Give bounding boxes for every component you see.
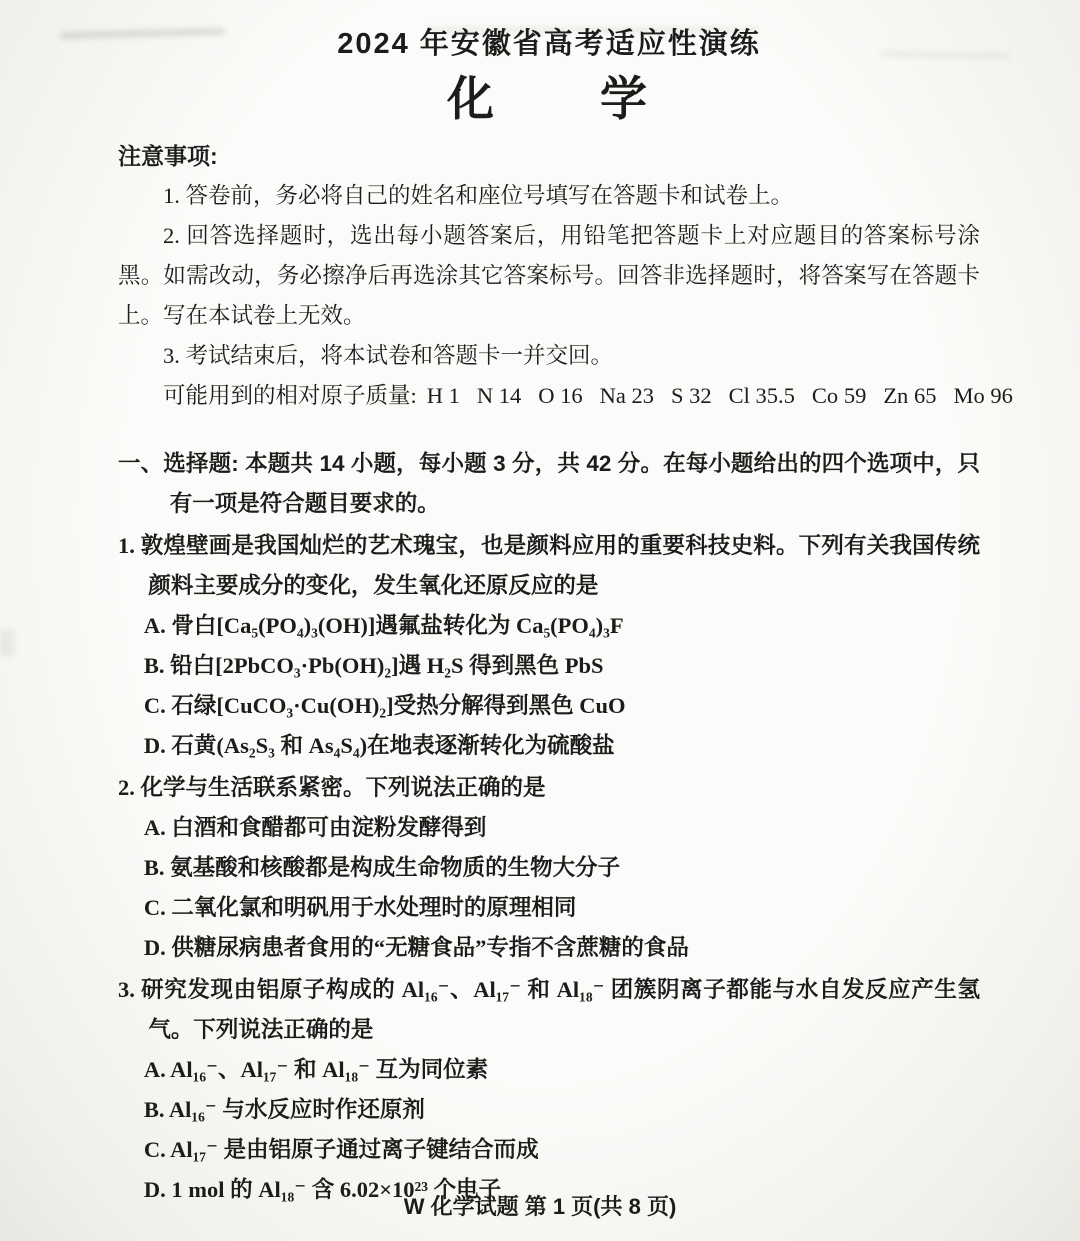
option-label: A. xyxy=(143,1057,166,1082)
question-stem-text: 研究发现由铝原子构成的 Al₁₆⁻、Al₁₇⁻ 和 Al₁₈⁻ 团簇阴离子都能与水自发反应产生氢气。下列说法正确的是 xyxy=(141,977,981,1042)
option-label: D. xyxy=(143,733,166,758)
element-symbol: Zn xyxy=(883,383,909,408)
element-mass: 59 xyxy=(843,383,867,408)
question-option-b xyxy=(144,646,980,686)
element-symbol: H xyxy=(426,383,444,408)
option-text: Al₁₇⁻ 是由铝原子通过离子键结合而成 xyxy=(170,1137,539,1162)
element-symbol: Na xyxy=(599,383,626,408)
question-stem-text: 化学与生活联系紧密。下列说法正确的是 xyxy=(140,775,546,800)
atomic-masses xyxy=(118,376,1013,416)
element-symbol: Mo xyxy=(953,383,985,408)
option-label: B. xyxy=(143,653,165,678)
question-stem-text: 敦煌壁画是我国灿烂的艺术瑰宝，也是颜料应用的重要科技史料。下列有关我国传统颜料主要成分的变化，发生氧化还原反应的是 xyxy=(140,533,981,598)
element-mass: 96 xyxy=(990,383,1013,408)
element-mass: 23 xyxy=(631,383,655,408)
atomic-mass-entry xyxy=(953,383,1012,408)
section-heading: 一、选择题: 本题共 14 小题，每小题 3 分，共 42 分。在每小题给出的四个选项中，只有一项是符合题目要求的。 xyxy=(118,451,980,516)
question-option-a xyxy=(144,606,980,646)
question-option-c xyxy=(144,1130,980,1170)
option-label: B. xyxy=(143,855,165,880)
option-text: 二氧化氯和明矾用于水处理时的原理相同 xyxy=(171,895,577,920)
question-3 xyxy=(118,970,980,1210)
option-text: 石绿[CuCO₃·Cu(OH)₂]受热分解得到黑色 CuO xyxy=(171,693,626,718)
page-footer: W 化学试题 第 1 页(共 8 页) xyxy=(403,1194,677,1219)
question-option-b xyxy=(144,848,980,888)
question-2 xyxy=(118,768,980,968)
notice-item-1: 1. 答卷前，务必将自己的姓名和座位号填写在答题卡和试卷上。 xyxy=(163,183,794,208)
atomic-mass-entry xyxy=(883,383,936,408)
exam-title: 2024 年安徽省高考适应性演练 xyxy=(337,28,761,60)
element-mass: 35.5 xyxy=(755,383,795,408)
question-option-a xyxy=(144,1050,980,1090)
option-text: 供糖尿病患者食用的“无糖食品”专指不含蔗糖的食品 xyxy=(171,935,689,960)
question-number: 2. xyxy=(118,775,135,800)
element-symbol: S xyxy=(671,383,684,408)
element-mass: 16 xyxy=(560,383,583,408)
question-stem xyxy=(118,768,980,808)
element-symbol: Cl xyxy=(728,383,750,408)
question-option-c xyxy=(144,888,980,928)
notices-label: 注意事项: xyxy=(118,143,218,169)
option-label: D. xyxy=(143,935,166,960)
option-text: Al₁₆⁻、Al₁₇⁻ 和 Al₁₈⁻ 互为同位素 xyxy=(170,1057,489,1082)
element-mass: 65 xyxy=(913,383,937,408)
subject-title: 化 学 xyxy=(447,72,651,125)
atomic-mass-entry xyxy=(427,383,460,408)
option-text: 石黄(As₂S₃ 和 As₄S₄)在地表逐渐转化为硫酸盐 xyxy=(171,733,615,758)
scan-artifact xyxy=(0,630,14,656)
question-option-d xyxy=(144,726,980,766)
option-text: 骨白[Ca₅(PO₄)₃(OH)]遇氟盐转化为 Ca₅(PO₄)₃F xyxy=(171,613,624,638)
option-label: B. xyxy=(143,1097,165,1122)
notice-item-2: 2. 回答选择题时，选出每小题答案后，用铅笔把答题卡上对应题目的答案标号涂黑。如需改动，务必擦净后再选涂其它答案标号。回答非选择题时，将答案写在答题卡上。写在本试卷上无效。 xyxy=(118,223,980,328)
question-stem xyxy=(118,970,980,1050)
notices-section xyxy=(118,136,1013,416)
question-option-b xyxy=(144,1090,980,1130)
question-option-d xyxy=(144,928,980,968)
option-text: 氨基酸和核酸都是构成生命物质的生物大分子 xyxy=(170,855,621,880)
atomic-mass-entry xyxy=(538,383,582,408)
element-symbol: Co xyxy=(811,383,839,408)
question-option-c xyxy=(144,686,980,726)
question-option-a xyxy=(144,808,980,848)
option-text: 白酒和食醋都可由淀粉发酵得到 xyxy=(171,815,487,840)
option-label: A. xyxy=(143,613,166,638)
element-mass: 14 xyxy=(498,383,522,408)
atomic-mass-entry xyxy=(812,383,866,408)
option-label: C. xyxy=(143,1137,166,1162)
atomic-mass-entry xyxy=(600,383,654,408)
atomic-mass-entry xyxy=(671,383,712,408)
question-number: 1. xyxy=(118,533,135,558)
element-mass: 32 xyxy=(689,383,712,408)
element-symbol: O xyxy=(538,383,555,408)
option-label: A. xyxy=(143,815,166,840)
option-text: 铅白[2PbCO₃·Pb(OH)₂]遇 H₂S 得到黑色 PbS xyxy=(170,653,604,678)
option-label: C. xyxy=(143,895,166,920)
page-content xyxy=(118,22,1013,1210)
option-label: C. xyxy=(143,693,166,718)
atomic-masses-label: 可能用到的相对原子质量: xyxy=(163,383,417,408)
option-label: D. xyxy=(143,1177,166,1202)
option-text: Al₁₆⁻ 与水反应时作还原剂 xyxy=(168,1097,425,1122)
atomic-mass-entry xyxy=(477,383,521,408)
option-text: 1 mol 的 Al₁₈⁻ 含 6.02×10²³ 个电子 xyxy=(171,1177,502,1202)
element-mass: 1 xyxy=(448,383,460,408)
atomic-mass-entry xyxy=(729,383,795,408)
question-stem xyxy=(118,526,980,606)
notice-item-3: 3. 考试结束后，将本试卷和答题卡一并交回。 xyxy=(163,343,614,368)
question-1 xyxy=(118,526,980,766)
element-symbol: N xyxy=(476,383,494,408)
question-number: 3. xyxy=(118,977,135,1002)
